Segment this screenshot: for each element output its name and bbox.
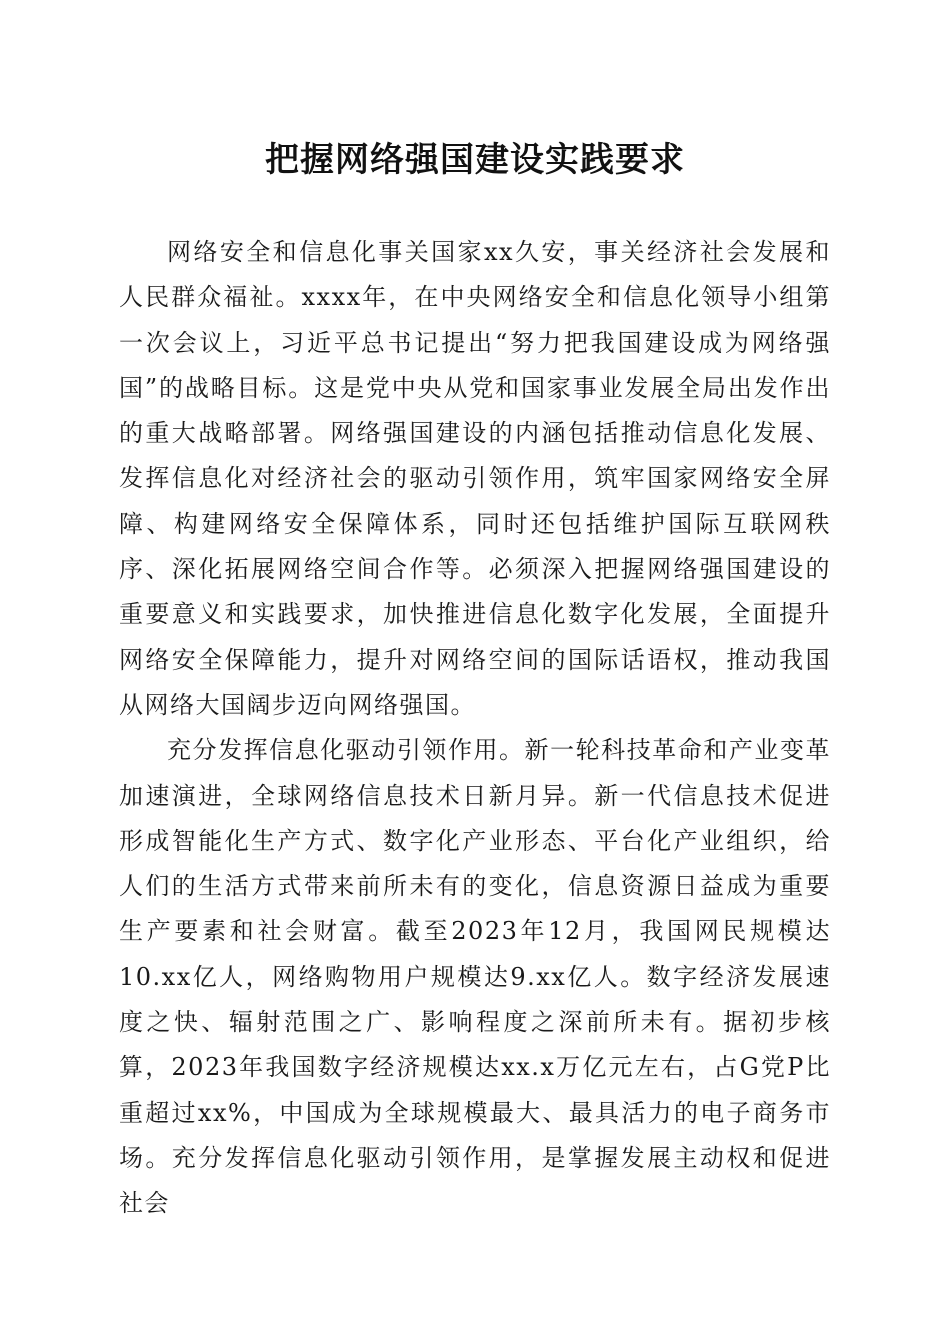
paragraph-informatization: 充分发挥信息化驱动引领作用。新一轮科技革命和产业变革加速演进，全球网络信息技术日新月异。新一代信息技术促进形成智能化生产方式、数字化产业形态、平台化产业组织，给人们的生活方式带来前所未有的变化，信息资源日益成为重要生产要素和社会财富。截至2023年12月，我国网民规模达10.xx亿人，网络购物用户规模达9.xx亿人。数字经济发展速度之快、辐射范围之广、影响程度之深前所未有。据初步核算，2023年我国数字经济规模达xx.x万亿元左右，占G党P比重超过xx%，中国成为全球规模最大、最具活力的电子商务市场。充分发挥信息化驱动引领作用，是掌握发展主动权和促进社会	[119, 736, 831, 1218]
paragraph-intro: 网络安全和信息化事关国家xx久安，事关经济社会发展和人民群众福祉。xxxx年，在中央网络安全和信息化领导小组第一次会议上，习近平总书记提出“努力把我国建设成为网络强国”的战略目标。这是党中央从党和国家事业发展全局出发作出的重大战略部署。网络强国建设的内涵包括推动信息化发展、发挥信息化对经济社会的驱动引领作用，筑牢国家网络安全屏障、构建网络安全保障体系，同时还包括维护国际互联网秩序、深化拓展网络空间合作等。必须深入把握网络强国建设的重要意义和实践要求，加快推进信息化数字化发展，全面提升网络安全保障能力，提升对网络空间的国际话语权，推动我国从网络大国阔步迈向网络强国。	[119, 238, 831, 719]
document-title: 把握网络强国建设实践要求	[265, 140, 685, 180]
document-body	[119, 230, 831, 1227]
